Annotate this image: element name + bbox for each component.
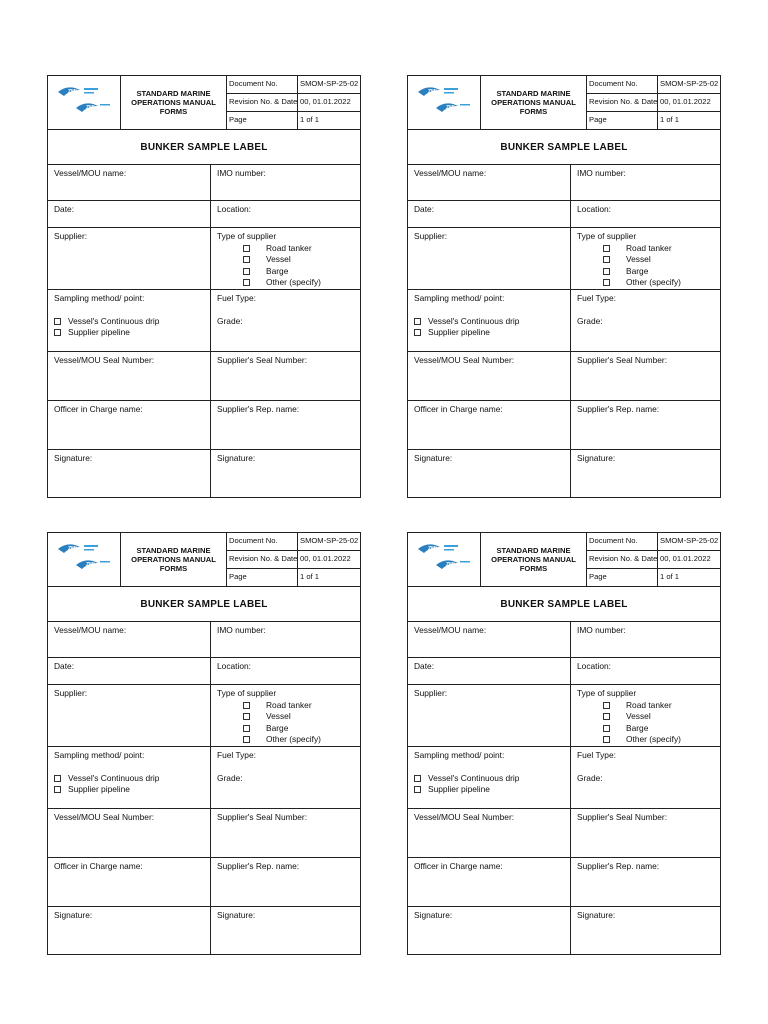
supplier-signature-field[interactable]: Signature: [577, 910, 616, 920]
option-label: Road tanker [266, 242, 312, 253]
fuel-type-field[interactable]: Fuel Type: [217, 750, 256, 760]
option-vessel[interactable] [217, 711, 360, 723]
option-continuous-drip[interactable] [54, 316, 210, 328]
company-name: STANDARD MARINE OPERATIONS MANUAL FORMS [481, 76, 587, 129]
svg-text:ZMI: ZMI [86, 105, 95, 111]
doc-no-label: Document No. [227, 76, 298, 93]
company-logo [48, 76, 121, 129]
type-of-supplier-group [571, 685, 720, 746]
company-name: STANDARD MARINE OPERATIONS MANUAL FORMS [481, 533, 587, 586]
vessel-name-field[interactable]: Vessel/MOU name: [48, 165, 211, 200]
supplier-signature-field[interactable]: Signature: [217, 453, 256, 463]
checkbox-icon[interactable] [54, 786, 61, 793]
checkbox-icon[interactable] [54, 318, 61, 325]
checkbox-icon[interactable] [243, 725, 250, 732]
grade-field[interactable]: Grade: [577, 772, 603, 783]
form-header [48, 533, 360, 587]
grade-field[interactable]: Grade: [217, 315, 243, 326]
bunker-sample-label [47, 532, 361, 955]
form-header [408, 533, 720, 587]
option-label: Vessel [626, 711, 651, 721]
bunker-sample-label [407, 532, 721, 955]
supplier-field[interactable]: Supplier: [408, 228, 571, 289]
page-label: Page [587, 112, 658, 129]
supplier-seal-field[interactable]: Supplier's Seal Number: [217, 355, 308, 365]
option-supplier-pipeline[interactable] [54, 784, 210, 796]
form-title: BUNKER SAMPLE LABEL [408, 587, 720, 622]
sampling-group [408, 747, 571, 808]
form-header [408, 76, 720, 130]
sampling-group [48, 747, 211, 808]
fuel-type-field[interactable]: Fuel Type: [217, 293, 256, 303]
revision-value: 00, 01.01.2022 [300, 97, 351, 106]
vessel-seal-field[interactable]: Vessel/MOU Seal Number: [48, 809, 211, 857]
vessel-name-field[interactable]: Vessel/MOU name: [408, 622, 571, 657]
svg-text:ZMI: ZMI [446, 105, 455, 111]
option-barge[interactable] [217, 266, 360, 278]
revision-value: 00, 01.01.2022 [660, 554, 711, 563]
type-of-supplier-label: Type of supplier [217, 231, 277, 241]
officer-signature-field[interactable]: Signature: [48, 907, 211, 954]
type-of-supplier-group [571, 228, 720, 289]
checkbox-icon[interactable] [243, 268, 250, 275]
location-field[interactable]: Location: [577, 204, 611, 214]
sampling-label: Sampling method/ point: [54, 293, 145, 303]
bunker-sample-label [47, 75, 361, 498]
doc-no-label: Document No. [587, 533, 658, 550]
type-of-supplier-group [211, 228, 360, 289]
vessel-name-field[interactable]: Vessel/MOU name: [48, 622, 211, 657]
supplier-signature-field[interactable]: Signature: [217, 910, 256, 920]
type-of-supplier-group [211, 685, 360, 746]
fuel-group [571, 747, 720, 808]
option-label: Vessel's Continuous drip [428, 315, 520, 326]
checkbox-icon[interactable] [603, 713, 610, 720]
supplier-seal-field[interactable]: Supplier's Seal Number: [217, 812, 308, 822]
imo-number-field[interactable]: IMO number: [577, 625, 626, 635]
form-title: BUNKER SAMPLE LABEL [48, 130, 360, 165]
imo-number-field[interactable]: IMO number: [217, 168, 266, 178]
option-road-tanker[interactable] [577, 243, 720, 255]
supplier-rep-field[interactable]: Supplier's Rep. name: [217, 861, 300, 871]
logo-icon [54, 82, 114, 122]
option-road-tanker[interactable] [217, 700, 360, 712]
type-of-supplier-label: Type of supplier [577, 231, 637, 241]
officer-name-field[interactable]: Officer in Charge name: [48, 401, 211, 449]
option-vessel[interactable] [577, 711, 720, 723]
date-field[interactable]: Date: [408, 201, 571, 227]
option-label: Barge [626, 265, 649, 276]
doc-no-label: Document No. [587, 76, 658, 93]
logo-icon [414, 82, 474, 122]
option-label: Road tanker [626, 242, 672, 253]
company-logo [48, 533, 121, 586]
checkbox-icon[interactable] [603, 725, 610, 732]
document-meta [587, 76, 720, 129]
page-label: Page [227, 112, 298, 129]
option-label: Other (specify) [626, 734, 681, 744]
officer-signature-field[interactable]: Signature: [408, 907, 571, 954]
option-supplier-pipeline[interactable] [54, 327, 210, 339]
fuel-group [211, 290, 360, 351]
checkbox-icon[interactable] [414, 775, 421, 782]
option-barge[interactable] [577, 723, 720, 735]
supplier-field[interactable]: Supplier: [48, 228, 211, 289]
checkbox-icon[interactable] [243, 245, 250, 252]
option-label: Vessel's Continuous drip [68, 315, 160, 326]
vessel-name-field[interactable]: Vessel/MOU name: [408, 165, 571, 200]
option-label: Supplier pipeline [68, 327, 130, 337]
doc-no-label: Document No. [227, 533, 298, 550]
page-value: 1 of 1 [300, 572, 319, 581]
logo-icon [54, 539, 114, 579]
option-label: Road tanker [626, 699, 672, 710]
option-other[interactable] [217, 734, 360, 746]
option-supplier-pipeline[interactable] [414, 784, 570, 796]
fuel-group [571, 290, 720, 351]
option-vessel[interactable] [577, 254, 720, 266]
page-label: Page [587, 569, 658, 586]
option-continuous-drip[interactable] [414, 316, 570, 328]
checkbox-icon[interactable] [54, 329, 61, 336]
option-continuous-drip[interactable] [414, 773, 570, 785]
officer-signature-field[interactable]: Signature: [48, 450, 211, 497]
supplier-rep-field[interactable]: Supplier's Rep. name: [577, 404, 660, 414]
revision-label: Revision No. & Date [587, 94, 658, 111]
checkbox-icon[interactable] [243, 713, 250, 720]
page-value: 1 of 1 [300, 115, 319, 124]
doc-no-value: SMOM-SP-25-02 [660, 536, 719, 545]
page-value: 1 of 1 [660, 572, 679, 581]
checkbox-icon[interactable] [243, 736, 250, 743]
option-label: Vessel [266, 254, 291, 264]
svg-text:ZMI: ZMI [446, 562, 455, 568]
checkbox-icon[interactable] [603, 736, 610, 743]
checkbox-icon[interactable] [414, 318, 421, 325]
option-road-tanker[interactable] [577, 700, 720, 712]
fuel-type-field[interactable]: Fuel Type: [577, 293, 616, 303]
revision-value: 00, 01.01.2022 [660, 97, 711, 106]
document-meta [227, 533, 360, 586]
option-label: Road tanker [266, 699, 312, 710]
doc-no-value: SMOM-SP-25-02 [300, 79, 359, 88]
option-barge[interactable] [217, 723, 360, 735]
option-label: Vessel [626, 254, 651, 264]
checkbox-icon[interactable] [243, 256, 250, 263]
option-vessel[interactable] [217, 254, 360, 266]
company-name: STANDARD MARINE OPERATIONS MANUAL FORMS [121, 533, 227, 586]
checkbox-icon[interactable] [54, 775, 61, 782]
supplier-seal-field[interactable]: Supplier's Seal Number: [577, 812, 668, 822]
checkbox-icon[interactable] [603, 702, 610, 709]
option-label: Barge [266, 722, 289, 733]
fuel-group [211, 747, 360, 808]
type-of-supplier-label: Type of supplier [577, 688, 637, 698]
svg-text:ZMI: ZMI [428, 546, 437, 552]
page-value: 1 of 1 [660, 115, 679, 124]
company-logo [408, 76, 481, 129]
form-title: BUNKER SAMPLE LABEL [48, 587, 360, 622]
supplier-seal-field[interactable]: Supplier's Seal Number: [577, 355, 668, 365]
sampling-label: Sampling method/ point: [414, 293, 505, 303]
option-label: Barge [626, 722, 649, 733]
checkbox-icon[interactable] [603, 279, 610, 286]
supplier-field[interactable]: Supplier: [48, 685, 211, 746]
checkbox-icon[interactable] [243, 702, 250, 709]
option-other[interactable] [577, 277, 720, 289]
option-other[interactable] [217, 277, 360, 289]
checkbox-icon[interactable] [603, 256, 610, 263]
page-label: Page [227, 569, 298, 586]
option-continuous-drip[interactable] [54, 773, 210, 785]
vessel-seal-field[interactable]: Vessel/MOU Seal Number: [48, 352, 211, 400]
officer-signature-field[interactable]: Signature: [408, 450, 571, 497]
option-label: Vessel's Continuous drip [68, 772, 160, 783]
supplier-rep-field[interactable]: Supplier's Rep. name: [217, 404, 300, 414]
logo-icon [414, 539, 474, 579]
option-label: Vessel [266, 711, 291, 721]
svg-text:ZMI: ZMI [68, 89, 77, 95]
doc-no-value: SMOM-SP-25-02 [660, 79, 719, 88]
option-supplier-pipeline[interactable] [414, 327, 570, 339]
vessel-seal-field[interactable]: Vessel/MOU Seal Number: [408, 352, 571, 400]
option-label: Barge [266, 265, 289, 276]
doc-no-value: SMOM-SP-25-02 [300, 536, 359, 545]
location-field[interactable]: Location: [217, 204, 251, 214]
option-label: Supplier pipeline [68, 784, 130, 794]
form-title: BUNKER SAMPLE LABEL [408, 130, 720, 165]
option-label: Supplier pipeline [428, 784, 490, 794]
option-label: Supplier pipeline [428, 327, 490, 337]
option-label: Vessel's Continuous drip [428, 772, 520, 783]
svg-text:ZMI: ZMI [68, 546, 77, 552]
revision-value: 00, 01.01.2022 [300, 554, 351, 563]
document-meta [587, 533, 720, 586]
option-road-tanker[interactable] [217, 243, 360, 255]
location-field[interactable]: Location: [217, 661, 251, 671]
option-other[interactable] [577, 734, 720, 746]
company-name: STANDARD MARINE OPERATIONS MANUAL FORMS [121, 76, 227, 129]
checkbox-icon[interactable] [243, 279, 250, 286]
revision-label: Revision No. & Date [227, 94, 298, 111]
option-label: Other (specify) [266, 277, 321, 287]
supplier-field[interactable]: Supplier: [408, 685, 571, 746]
form-header [48, 76, 360, 130]
date-field[interactable]: Date: [48, 658, 211, 684]
option-label: Other (specify) [266, 734, 321, 744]
date-field[interactable]: Date: [48, 201, 211, 227]
checkbox-icon[interactable] [603, 245, 610, 252]
option-barge[interactable] [577, 266, 720, 278]
sampling-label: Sampling method/ point: [54, 750, 145, 760]
revision-label: Revision No. & Date [587, 551, 658, 568]
sampling-group [48, 290, 211, 351]
officer-name-field[interactable]: Officer in Charge name: [48, 858, 211, 906]
sampling-group [408, 290, 571, 351]
imo-number-field[interactable]: IMO number: [217, 625, 266, 635]
grade-field[interactable]: Grade: [217, 772, 243, 783]
officer-name-field[interactable]: Officer in Charge name: [408, 401, 571, 449]
sampling-label: Sampling method/ point: [414, 750, 505, 760]
location-field[interactable]: Location: [577, 661, 611, 671]
imo-number-field[interactable]: IMO number: [577, 168, 626, 178]
option-label: Other (specify) [626, 277, 681, 287]
document-meta [227, 76, 360, 129]
bunker-sample-label [407, 75, 721, 498]
svg-text:ZMI: ZMI [86, 562, 95, 568]
fuel-type-field[interactable]: Fuel Type: [577, 750, 616, 760]
supplier-rep-field[interactable]: Supplier's Rep. name: [577, 861, 660, 871]
officer-name-field[interactable]: Officer in Charge name: [408, 858, 571, 906]
checkbox-icon[interactable] [414, 786, 421, 793]
grade-field[interactable]: Grade: [577, 315, 603, 326]
date-field[interactable]: Date: [408, 658, 571, 684]
checkbox-icon[interactable] [603, 268, 610, 275]
company-logo [408, 533, 481, 586]
revision-label: Revision No. & Date [227, 551, 298, 568]
checkbox-icon[interactable] [414, 329, 421, 336]
vessel-seal-field[interactable]: Vessel/MOU Seal Number: [408, 809, 571, 857]
type-of-supplier-label: Type of supplier [217, 688, 277, 698]
svg-text:ZMI: ZMI [428, 89, 437, 95]
supplier-signature-field[interactable]: Signature: [577, 453, 616, 463]
